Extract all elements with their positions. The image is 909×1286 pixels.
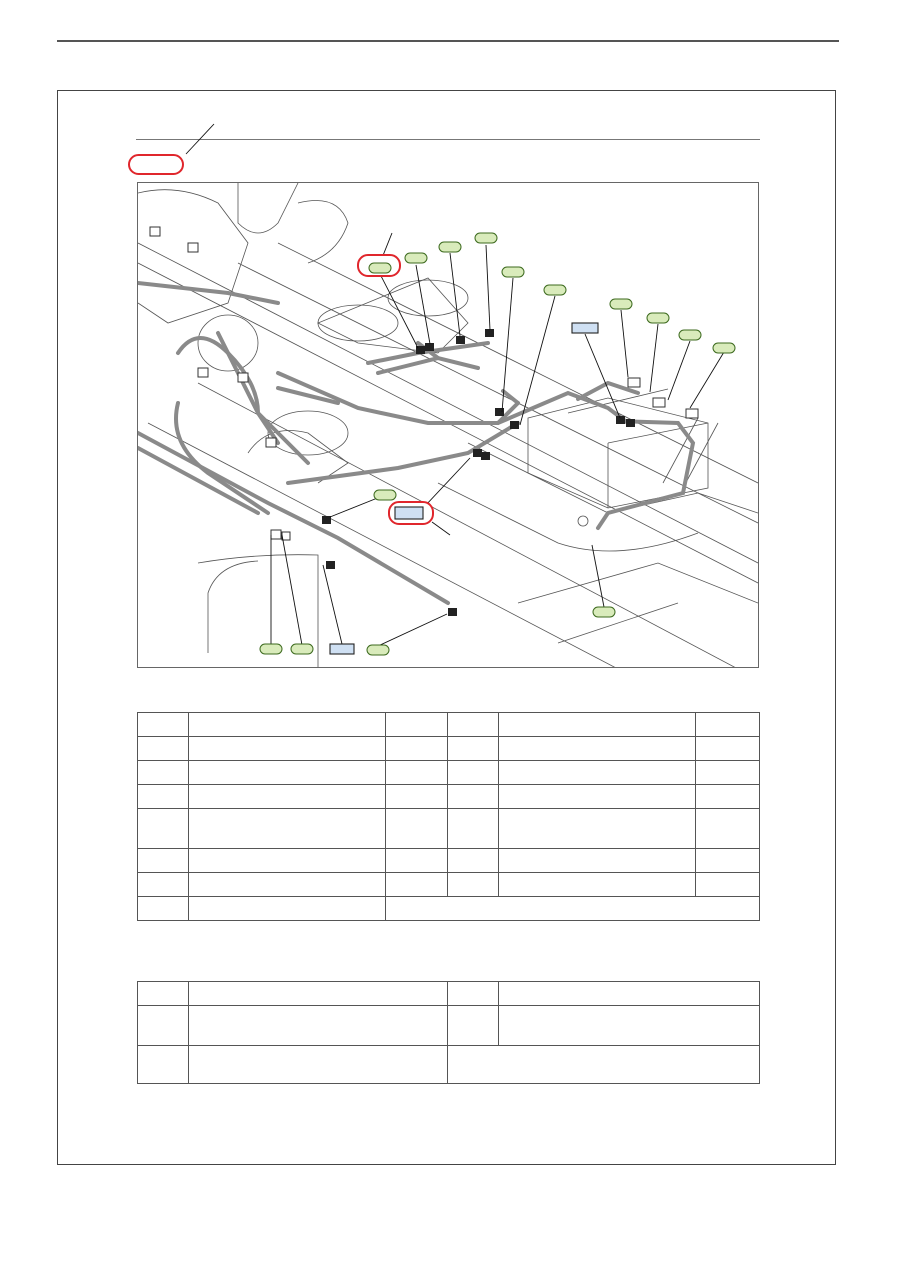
table-cell xyxy=(499,809,696,849)
table-row xyxy=(138,897,760,921)
table-cell xyxy=(138,809,189,849)
table-cell xyxy=(189,1006,448,1046)
table-cell xyxy=(448,982,499,1006)
table-cell xyxy=(696,713,760,737)
table-cell xyxy=(189,809,386,849)
table-cell xyxy=(499,1006,760,1046)
table-row xyxy=(138,982,760,1006)
table-cell xyxy=(189,785,386,809)
table-cell xyxy=(189,1046,448,1084)
table-cell xyxy=(138,1046,189,1084)
table-cell xyxy=(448,849,499,873)
table-cell xyxy=(696,785,760,809)
table-cell xyxy=(499,849,696,873)
table-cell xyxy=(499,737,696,761)
table-row xyxy=(138,809,760,849)
table-cell xyxy=(189,713,386,737)
table-cell xyxy=(189,849,386,873)
table-cell xyxy=(386,713,448,737)
table-cell xyxy=(138,982,189,1006)
table-cell xyxy=(386,809,448,849)
table-cell xyxy=(696,849,760,873)
table-cell xyxy=(696,761,760,785)
table-cell xyxy=(386,785,448,809)
table-cell xyxy=(386,873,448,897)
table-cell xyxy=(138,737,189,761)
table-cell xyxy=(448,785,499,809)
table-cell xyxy=(138,713,189,737)
table-cell xyxy=(189,737,386,761)
table-cell xyxy=(448,1006,499,1046)
table-cell xyxy=(386,849,448,873)
table-cell xyxy=(499,785,696,809)
table-cell xyxy=(386,737,448,761)
table-cell xyxy=(448,873,499,897)
table-cell xyxy=(448,1046,760,1084)
table-cell xyxy=(386,761,448,785)
table-row xyxy=(138,713,760,737)
table-cell xyxy=(696,809,760,849)
table-cell xyxy=(499,873,696,897)
table-row xyxy=(138,1006,760,1046)
table-cell xyxy=(499,761,696,785)
table-row xyxy=(138,785,760,809)
harness-illustration xyxy=(138,183,759,668)
section-title-rule xyxy=(136,139,760,140)
table-cell xyxy=(499,982,760,1006)
table-cell xyxy=(138,761,189,785)
table-row xyxy=(138,1046,760,1084)
wiring-harness-diagram xyxy=(137,182,759,668)
table-cell xyxy=(189,761,386,785)
table-cell xyxy=(499,713,696,737)
table-cell xyxy=(138,873,189,897)
table-row xyxy=(138,849,760,873)
table-cell xyxy=(138,897,189,921)
table-cell xyxy=(448,713,499,737)
table-cell xyxy=(386,897,760,921)
section-title-callout xyxy=(128,154,184,175)
table-cell xyxy=(189,897,386,921)
table-row xyxy=(138,873,760,897)
ground-point-table xyxy=(137,981,760,1084)
table-row xyxy=(138,737,760,761)
table-cell xyxy=(696,873,760,897)
table-cell xyxy=(448,809,499,849)
table-cell xyxy=(138,849,189,873)
vehicle-outline-lines xyxy=(138,183,758,668)
table-cell xyxy=(138,1006,189,1046)
table-cell xyxy=(448,737,499,761)
table-cell xyxy=(138,785,189,809)
table-cell xyxy=(448,761,499,785)
connector-table xyxy=(137,712,760,921)
page-header-rule xyxy=(57,40,839,42)
table-row xyxy=(138,761,760,785)
table-cell xyxy=(189,982,448,1006)
table-cell xyxy=(189,873,386,897)
table-cell xyxy=(696,737,760,761)
